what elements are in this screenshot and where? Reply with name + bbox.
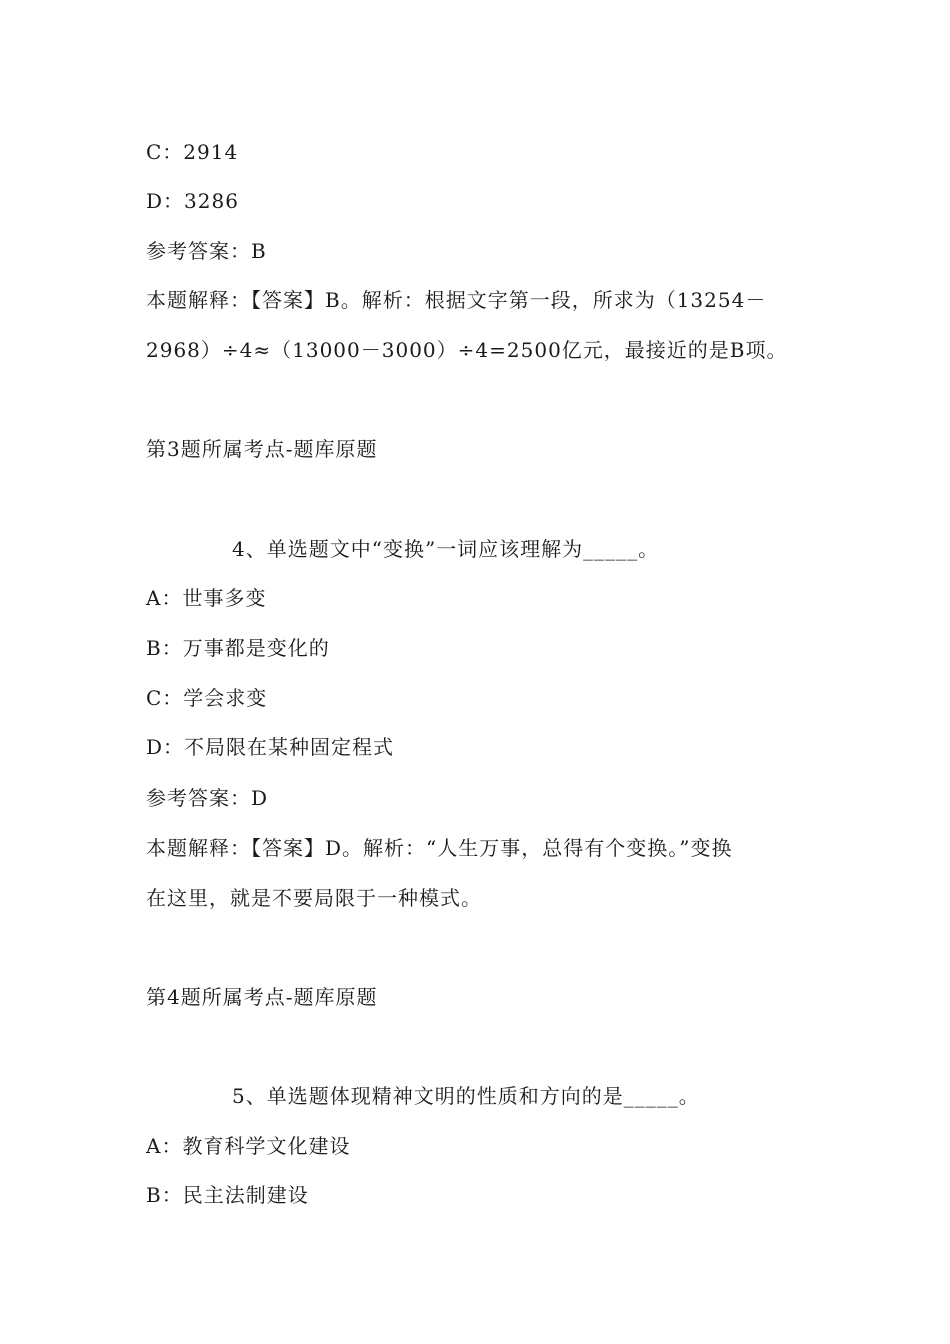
q4-option-b: B：万事都是变化的 [146, 636, 330, 660]
q4-explanation-line1: 本题解释：【答案】D。解析：“人生万事，总得有个变换。”变换 [146, 836, 733, 860]
q3-explanation-line1: 本题解释：【答案】B。解析：根据文字第一段，所求为（13254－ [146, 288, 767, 312]
q4-option-c: C：学会求变 [146, 686, 268, 710]
q4-topic: 第4题所属考点-题库原题 [146, 985, 378, 1009]
q5-option-b: B：民主法制建设 [146, 1183, 309, 1207]
q3-answer: 参考答案：B [146, 239, 267, 263]
q3-option-c: C：2914 [146, 140, 239, 164]
q4-answer: 参考答案：D [146, 786, 269, 810]
q4-question: 4、单选题文中“变换”一词应该理解为_____。 [232, 537, 660, 561]
q3-option-d: D：3286 [146, 189, 239, 213]
q3-explanation-line2: 2968）÷4≈（13000－3000）÷4=2500亿元，最接近的是B项。 [146, 338, 788, 362]
q4-explanation-line2: 在这里，就是不要局限于一种模式。 [146, 886, 482, 910]
q4-option-a: A：世事多变 [146, 586, 267, 610]
q5-question: 5、单选题体现精神文明的性质和方向的是_____。 [232, 1084, 700, 1108]
q3-topic: 第3题所属考点-题库原题 [146, 437, 378, 461]
q4-option-d: D：不局限在某种固定程式 [146, 735, 395, 759]
q5-option-a: A：教育科学文化建设 [146, 1134, 351, 1158]
